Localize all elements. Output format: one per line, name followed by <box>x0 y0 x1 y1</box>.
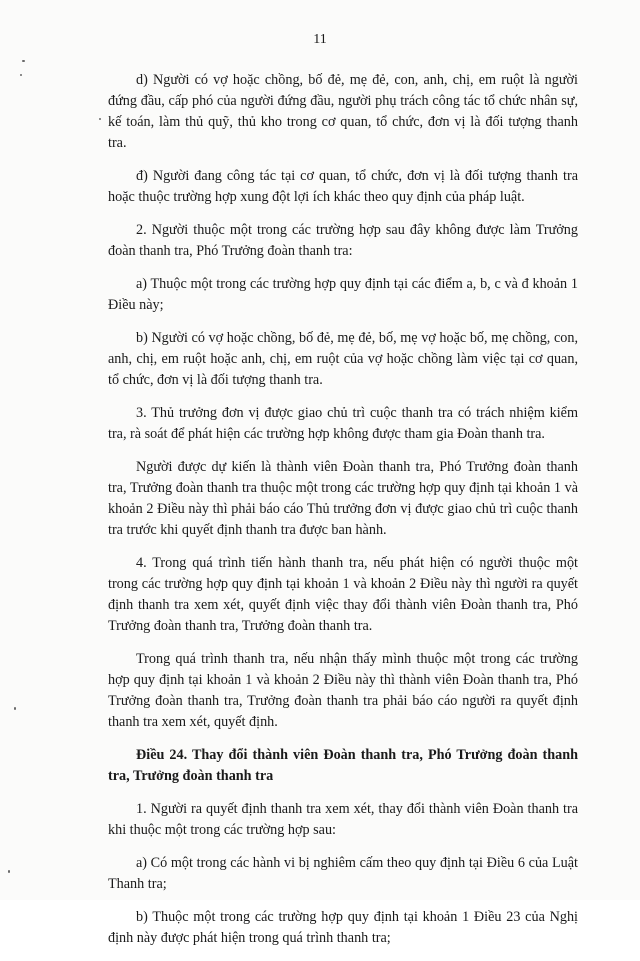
paragraph-1d: d) Người có vợ hoặc chồng, bố đẻ, mẹ đẻ, con, anh, chị, em ruột là người đứng đầu, cấp phó của người đứng đầu, người phụ trách công tác tổ chức nhân sự, kế toán, làm thủ quỹ, thủ kho trong cơ quan, tổ chức, đơn vị là đối tượng thanh tra. <box>108 72 578 151</box>
paragraph-4-note: Trong quá trình thanh tra, nếu nhận thấy mình thuộc một trong các trường hợp quy định tại khoản 1 và khoản 2 Điều này thì thành viên Đoàn thanh tra, Phó Trưởng đoàn thanh tra, Trưởng đoàn thanh tra phải báo cáo người ra quyết định thanh tra xem xét, quyết định. <box>108 651 578 730</box>
paragraph-3: 3. Thủ trưởng đơn vị được giao chủ trì cuộc thanh tra có trách nhiệm kiểm tra, rà soát để phát hiện các trường hợp không được tham gia Đoàn thanh tra. <box>108 405 578 442</box>
page-number: 11 <box>313 32 327 47</box>
paragraph-3-note: Người được dự kiến là thành viên Đoàn thanh tra, Phó Trưởng đoàn thanh tra, Trưởng đoàn thanh tra thuộc một trong các trường hợp quy định tại khoản 1 và khoản 2 Điều này thì phải báo cáo Thủ trưởng đơn vị được giao chủ trì cuộc thanh tra trước khi quyết định thanh tra được ban hành. <box>108 459 578 538</box>
paragraph-4: 4. Trong quá trình tiến hành thanh tra, nếu phát hiện có người thuộc một trong các trường hợp quy định tại khoản 1 và khoản 2 Điều này thì người ra quyết định thanh tra xem xét, quyết định việc thay đổi thành viên Đoàn thanh tra, Phó Trưởng đoàn thanh tra, Trưởng đoàn thanh tra. <box>108 555 578 634</box>
article-24-clause-1a: a) Có một trong các hành vi bị nghiêm cấm theo quy định tại Điều 6 của Luật Thanh tra; <box>108 855 578 892</box>
scan-mark <box>99 118 101 120</box>
scan-mark <box>8 870 10 873</box>
article-24-clause-1: 1. Người ra quyết định thanh tra xem xét, thay đổi thành viên Đoàn thanh tra khi thuộc một trong các trường hợp sau: <box>108 801 578 838</box>
scan-mark <box>14 707 16 710</box>
paragraph-2a: a) Thuộc một trong các trường hợp quy định tại các điểm a, b, c và đ khoản 1 Điều này; <box>108 276 578 313</box>
document-body <box>108 70 578 961</box>
article-24-heading: Điều 24. Thay đổi thành viên Đoàn thanh tra, Phó Trưởng đoàn thanh tra, Trưởng đoàn thanh tra <box>108 747 578 784</box>
scan-mark <box>20 74 22 76</box>
article-24-clause-1b: b) Thuộc một trong các trường hợp quy định tại khoản 1 Điều 23 của Nghị định này được phát hiện trong quá trình thanh tra; <box>108 909 578 946</box>
scan-mark <box>22 60 25 62</box>
paragraph-2b: b) Người có vợ hoặc chồng, bố đẻ, mẹ đẻ, bố, mẹ vợ hoặc bố, mẹ chồng, con, anh, chị, em ruột hoặc anh, chị, em ruột của vợ hoặc chồng làm việc tại cơ quan, tổ chức, đơn vị là đối tượng thanh tra. <box>108 330 578 388</box>
paragraph-1dd: đ) Người đang công tác tại cơ quan, tổ chức, đơn vị là đối tượng thanh tra hoặc thuộc trường hợp xung đột lợi ích khác theo quy định của pháp luật. <box>108 168 578 205</box>
paragraph-2: 2. Người thuộc một trong các trường hợp sau đây không được làm Trưởng đoàn thanh tra, Phó Trưởng đoàn thanh tra: <box>108 222 578 259</box>
